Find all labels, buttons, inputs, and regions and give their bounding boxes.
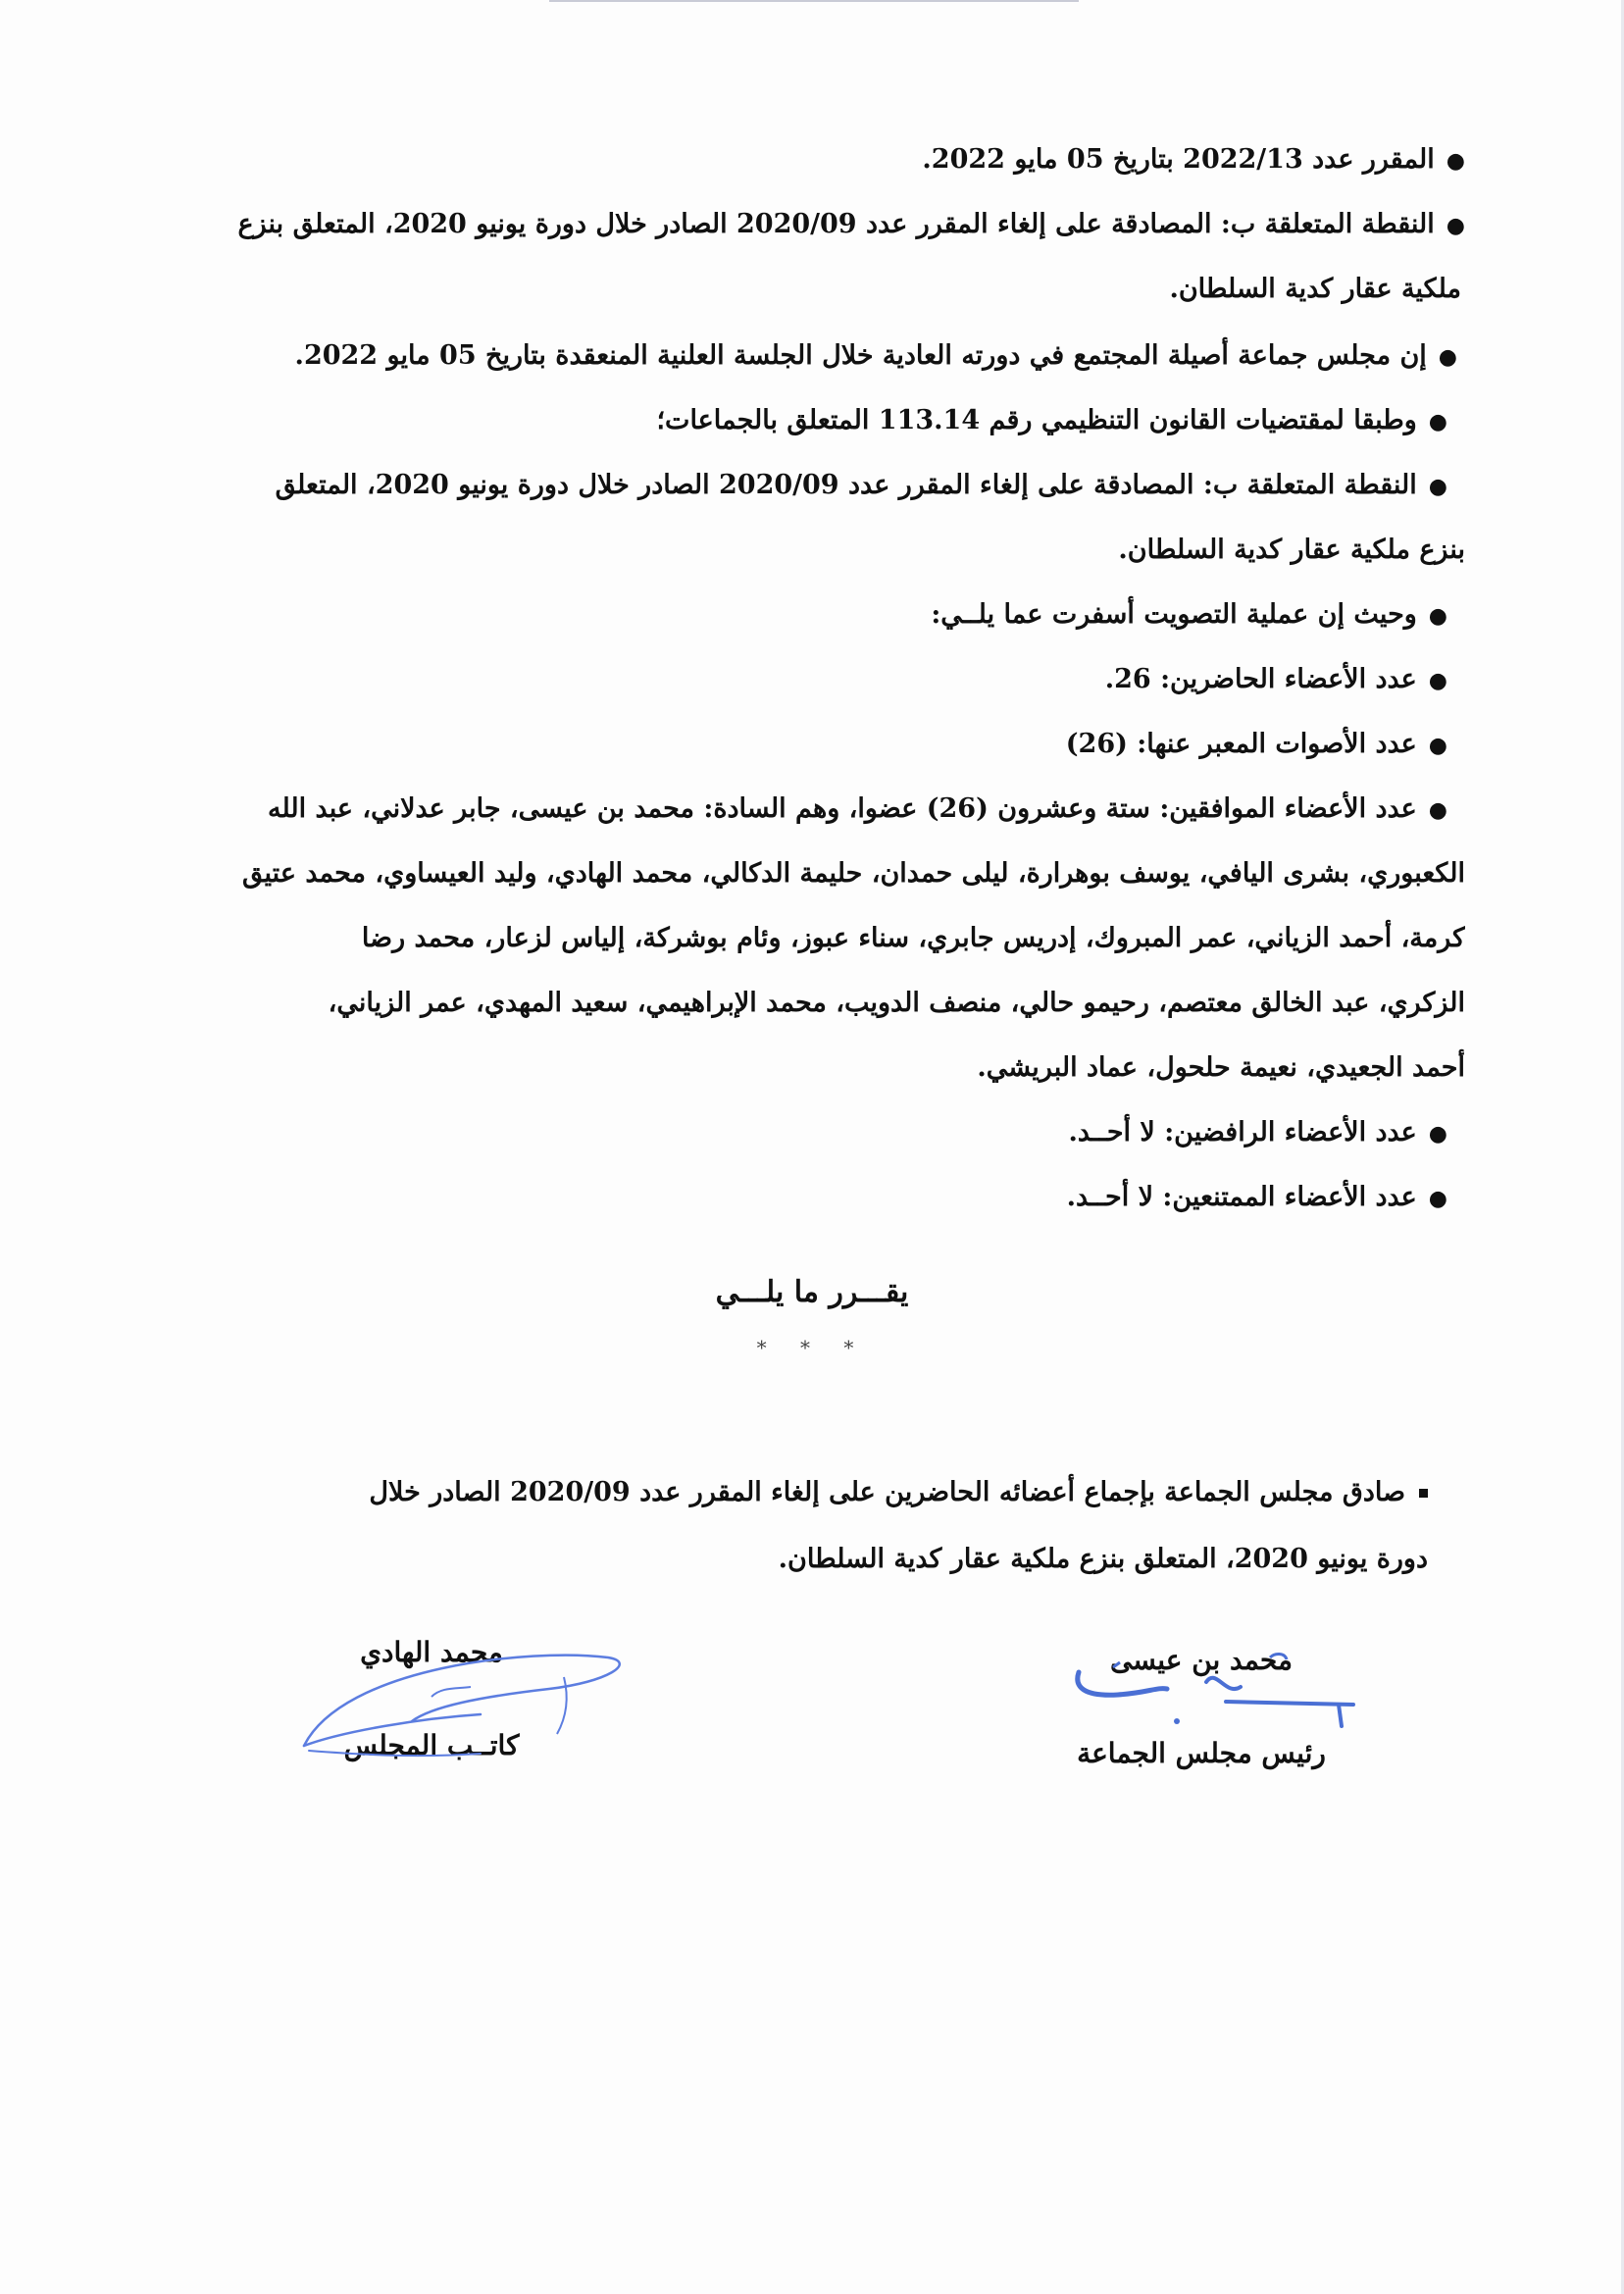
body-line: الزكري، عبد الخالق معتصم، رحيمو حالي، منصف الدويب، محمد الإبراهيمي، سعيد المهدي، عمر الزياني،: [328, 988, 1465, 1018]
body-line: ●النقطة المتعلقة ب: المصادقة على إلغاء المقرر عدد 2020/09 الصادر خلال دورة يونيو 2020، المتعلق: [161, 453, 1465, 518]
bullet-icon: ●: [1438, 344, 1457, 370]
signature-secretary: [265, 1618, 598, 1775]
body-line: ●عدد الأعضاء الموافقين: ستة وعشرون (26) عضوا، وهم السادة: محمد بن عيسى، جابر عدلاني، عبد الله: [161, 777, 1465, 841]
bullet-icon: ●: [1446, 213, 1465, 238]
bullet-icon: ●: [1428, 409, 1447, 434]
body-line: ●عدد الأعضاء الحاضرين: 26.: [161, 647, 1465, 712]
body-line: ●وحيث إن عملية التصويت أسفرت عما يلــي:: [161, 583, 1465, 647]
separator-stars: * * *: [756, 1336, 868, 1359]
body-line: ●وطبقا لمقتضيات القانون التنظيمي رقم 113.14 المتعلق بالجماعات؛: [161, 388, 1465, 453]
decision-heading: يقـــرر ما يلـــي: [715, 1275, 909, 1309]
square-bullet-icon: [1419, 1489, 1428, 1498]
decision-line: دورة يونيو 2020، المتعلق بنزع ملكية عقار كدية السلطان.: [778, 1544, 1428, 1574]
bullet-icon: ●: [1428, 603, 1447, 629]
bullet-icon: ●: [1428, 733, 1447, 758]
body-line: ●عدد الأعضاء الرافضين: لا أحــد.: [161, 1100, 1465, 1165]
body-line: الكعبوري، بشرى اليافي، يوسف بوهرارة، ليلى حمدان، حليمة الدكالي، محمد الهادي، وليد العيساوي، محمد عتيق: [242, 858, 1465, 889]
body-line: بنزع ملكية عقار كدية السلطان.: [1118, 535, 1465, 565]
body-line: أحمد الجعيدي، نعيمة حلحول، عماد البريشي.: [977, 1052, 1465, 1083]
body-line: ●عدد الأصوات المعبر عنها: (26): [161, 712, 1465, 777]
header-line: ●النقطة المتعلقة ب: المصادقة على إلغاء المقرر عدد 2020/09 الصادر خلال دورة يونيو 2020، المتعلق بنزع: [161, 192, 1465, 257]
body-line: كرمة، أحمد الزياني، عمر المبروك، إدريس جابري، سناء عبوز، وئام بوشركة، إلياس لزعار، محمد رضا: [361, 923, 1465, 953]
bullet-icon: ●: [1446, 148, 1465, 174]
header-line: ●المقرر عدد 2022/13 بتاريخ 05 مايو 2022.: [161, 127, 1465, 192]
bullet-icon: ●: [1428, 1186, 1447, 1211]
bullet-icon: ●: [1428, 1121, 1447, 1147]
body-line: ●عدد الأعضاء الممتنعين: لا أحــد.: [161, 1165, 1465, 1230]
decision-block: [163, 1459, 1428, 1593]
secretary-name: محمد الهادي: [360, 1636, 503, 1668]
body-line: ●إن مجلس جماعة أصيلة المجتمع في دورته العادية خلال الجلسة العلنية المنعقدة بتاريخ 05 مايو 2022.: [161, 324, 1465, 388]
president-role: رئيس مجلس الجماعة: [1077, 1737, 1326, 1769]
header-line: ملكية عقار كدية السلطان.: [1169, 274, 1461, 304]
body-block: [161, 324, 1465, 1230]
decision-line: صادق مجلس الجماعة بإجماع أعضائه الحاضرين على إلغاء المقرر عدد 2020/09 الصادر خلال: [163, 1459, 1428, 1526]
bullet-icon: ●: [1428, 474, 1447, 499]
scan-top-rule: [549, 0, 1079, 2]
bullet-icon: ●: [1428, 797, 1447, 823]
header-block: [161, 127, 1465, 322]
signature-president: [1035, 1626, 1368, 1783]
president-name: محمد بن عيسى: [1109, 1644, 1294, 1676]
bullet-icon: ●: [1428, 668, 1447, 693]
secretary-role: كاتــب المجلس: [343, 1729, 520, 1761]
